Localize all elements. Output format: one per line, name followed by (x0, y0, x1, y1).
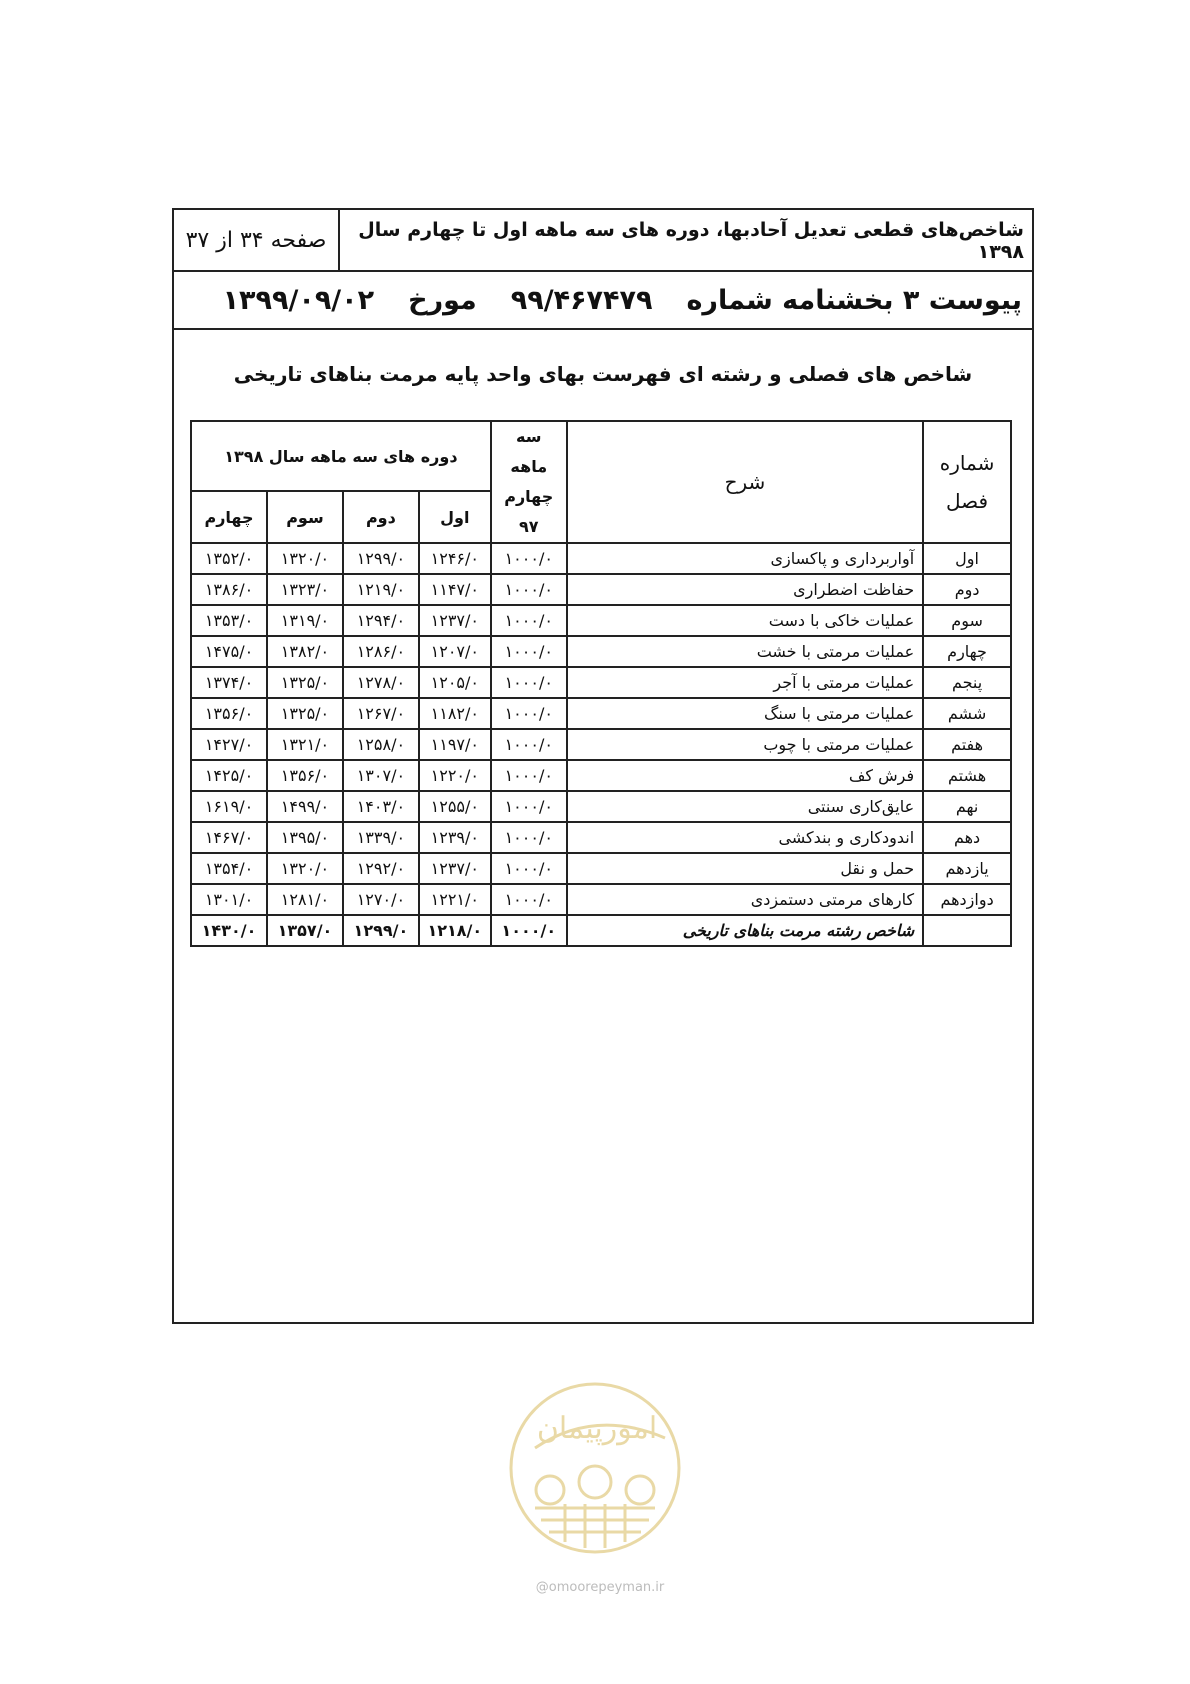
cell-q2: ۱۲۶۷/۰ (343, 698, 419, 729)
cell-chapter: اول (923, 543, 1011, 574)
cell-q3: ۱۳۲۳/۰ (267, 574, 343, 605)
cell-desc: عملیات مرمتی با آجر (567, 667, 923, 698)
cell-base: ۱۰۰۰/۰ (491, 574, 567, 605)
cell-q3: ۱۳۲۵/۰ (267, 667, 343, 698)
cell-chapter: دهم (923, 822, 1011, 853)
cell-q1: ۱۱۴۷/۰ (419, 574, 491, 605)
cell-base: ۱۰۰۰/۰ (491, 543, 567, 574)
cell-base: ۱۰۰۰/۰ (491, 760, 567, 791)
annex-date-label: مورخ (408, 284, 477, 316)
page-number: صفحه ۳۴ از ۳۷ (174, 210, 340, 270)
cell-q1: ۱۲۳۹/۰ (419, 822, 491, 853)
cell-q4: ۱۴۶۷/۰ (191, 822, 267, 853)
cell-chapter: هفتم (923, 729, 1011, 760)
cell-q4: ۱۳۵۶/۰ (191, 698, 267, 729)
cell-q1: ۱۲۰۷/۰ (419, 636, 491, 667)
cell-q2: ۱۲۸۶/۰ (343, 636, 419, 667)
cell-q3: ۱۳۵۶/۰ (267, 760, 343, 791)
cell-desc: عایق‌کاری سنتی (567, 791, 923, 822)
cell-q1: ۱۱۹۷/۰ (419, 729, 491, 760)
cell-desc: عملیات مرمتی با خشت (567, 636, 923, 667)
total-base: ۱۰۰۰/۰ (491, 915, 567, 946)
cell-q3: ۱۳۲۱/۰ (267, 729, 343, 760)
cell-base: ۱۰۰۰/۰ (491, 729, 567, 760)
table-row (191, 791, 1011, 822)
cell-desc: عملیات خاکی با دست (567, 605, 923, 636)
cell-chapter: پنجم (923, 667, 1011, 698)
cell-chapter: ششم (923, 698, 1011, 729)
annex-row (174, 272, 1032, 330)
table-row (191, 636, 1011, 667)
cell-desc: عملیات مرمتی با سنگ (567, 698, 923, 729)
annex-number: ۹۹/۴۶۷۴۷۹ (510, 284, 653, 316)
cell-q4: ۱۴۲۷/۰ (191, 729, 267, 760)
cell-q2: ۱۴۰۳/۰ (343, 791, 419, 822)
cell-desc: حمل و نقل (567, 853, 923, 884)
index-table (190, 420, 1012, 947)
cell-q3: ۱۴۹۹/۰ (267, 791, 343, 822)
cell-chapter-empty (923, 915, 1011, 946)
header-row (174, 210, 1032, 272)
document-title: شاخص‌های قطعی تعدیل آحادبها، دوره های سه ماهه اول تا چهارم سال ۱۳۹۸ (358, 219, 1024, 263)
cell-desc: فرش کف (567, 760, 923, 791)
cell-q3: ۱۳۲۵/۰ (267, 698, 343, 729)
cell-chapter: چهارم (923, 636, 1011, 667)
table-row (191, 605, 1011, 636)
cell-q4: ۱۳۵۲/۰ (191, 543, 267, 574)
col-chapter-header: شماره فصل (923, 421, 1011, 543)
cell-q2: ۱۲۷۸/۰ (343, 667, 419, 698)
total-q4: ۱۴۳۰/۰ (191, 915, 267, 946)
cell-chapter: یازدهم (923, 853, 1011, 884)
quarters-group-header: دوره های سه ماهه سال ۱۳۹۸ (191, 421, 491, 491)
cell-base: ۱۰۰۰/۰ (491, 667, 567, 698)
total-q3: ۱۳۵۷/۰ (267, 915, 343, 946)
cell-q4: ۱۳۷۴/۰ (191, 667, 267, 698)
cell-q1: ۱۲۰۵/۰ (419, 667, 491, 698)
col-desc-header: شرح (567, 421, 923, 543)
cell-base: ۱۰۰۰/۰ (491, 698, 567, 729)
cell-q1: ۱۲۵۵/۰ (419, 791, 491, 822)
table-row (191, 822, 1011, 853)
cell-chapter: سوم (923, 605, 1011, 636)
col-q3-header: سوم (267, 491, 343, 543)
watermark-logo (505, 1378, 685, 1558)
cell-q4: ۱۳۵۳/۰ (191, 605, 267, 636)
cell-base: ۱۰۰۰/۰ (491, 605, 567, 636)
cell-q1: ۱۲۳۷/۰ (419, 853, 491, 884)
cell-q2: ۱۲۵۸/۰ (343, 729, 419, 760)
cell-desc: حفاظت اضطراری (567, 574, 923, 605)
cell-base: ۱۰۰۰/۰ (491, 884, 567, 915)
cell-q1: ۱۲۴۶/۰ (419, 543, 491, 574)
cell-q3: ۱۳۲۰/۰ (267, 543, 343, 574)
cell-q4: ۱۴۷۵/۰ (191, 636, 267, 667)
cell-q4: ۱۶۱۹/۰ (191, 791, 267, 822)
cell-q2: ۱۲۹۹/۰ (343, 543, 419, 574)
cell-q2: ۱۲۹۴/۰ (343, 605, 419, 636)
table-row (191, 884, 1011, 915)
cell-q2: ۱۲۱۹/۰ (343, 574, 419, 605)
cell-base: ۱۰۰۰/۰ (491, 853, 567, 884)
cell-base: ۱۰۰۰/۰ (491, 636, 567, 667)
cell-q2: ۱۲۷۰/۰ (343, 884, 419, 915)
cell-q4: ۱۳۵۴/۰ (191, 853, 267, 884)
cell-chapter: هشتم (923, 760, 1011, 791)
watermark-site: @omoorepeyman.ir (535, 1580, 665, 1595)
cell-desc: کارهای مرمتی دستمزدی (567, 884, 923, 915)
cell-q1: ۱۲۲۱/۰ (419, 884, 491, 915)
cell-chapter: نهم (923, 791, 1011, 822)
total-q2: ۱۲۹۹/۰ (343, 915, 419, 946)
total-row (191, 915, 1011, 946)
cell-q3: ۱۳۱۹/۰ (267, 605, 343, 636)
cell-q3: ۱۳۲۰/۰ (267, 853, 343, 884)
cell-q2: ۱۳۰۷/۰ (343, 760, 419, 791)
annex-prefix: پیوست ۳ بخشنامه شماره (686, 284, 1022, 316)
cell-q3: ۱۳۸۲/۰ (267, 636, 343, 667)
cell-q4: ۱۳۰۱/۰ (191, 884, 267, 915)
cell-q3: ۱۲۸۱/۰ (267, 884, 343, 915)
table-row (191, 729, 1011, 760)
table-row (191, 853, 1011, 884)
cell-q3: ۱۳۹۵/۰ (267, 822, 343, 853)
cell-base: ۱۰۰۰/۰ (491, 791, 567, 822)
cell-base: ۱۰۰۰/۰ (491, 822, 567, 853)
cell-q2: ۱۲۹۲/۰ (343, 853, 419, 884)
table-row (191, 667, 1011, 698)
watermark-logo-text: امورپیمان (536, 1411, 658, 1446)
col-base-header: سه ماهه چهارم ۹۷ (491, 421, 567, 543)
table-row (191, 760, 1011, 791)
cell-desc: عملیات مرمتی با چوب (567, 729, 923, 760)
col-q1-header: اول (419, 491, 491, 543)
cell-q4: ۱۳۸۶/۰ (191, 574, 267, 605)
cell-q1: ۱۲۳۷/۰ (419, 605, 491, 636)
cell-desc: آواربرداری و پاکسازی (567, 543, 923, 574)
table-row (191, 574, 1011, 605)
table-row (191, 543, 1011, 574)
cell-chapter: دوم (923, 574, 1011, 605)
col-q2-header: دوم (343, 491, 419, 543)
annex-date: ۱۳۹۹/۰۹/۰۲ (222, 284, 375, 316)
cell-q2: ۱۳۳۹/۰ (343, 822, 419, 853)
cell-q1: ۱۲۲۰/۰ (419, 760, 491, 791)
total-desc: شاخص رشته مرمت بناهای تاریخی (567, 915, 923, 946)
table-row (191, 698, 1011, 729)
cell-chapter: دوازدهم (923, 884, 1011, 915)
cell-q4: ۱۴۲۵/۰ (191, 760, 267, 791)
section-subtitle: شاخص های فصلی و رشته ای فهرست بهای واحد پایه مرمت بناهای تاریخی (233, 362, 973, 386)
total-q1: ۱۲۱۸/۰ (419, 915, 491, 946)
cell-desc: اندودکاری و بندکشی (567, 822, 923, 853)
cell-q1: ۱۱۸۲/۰ (419, 698, 491, 729)
col-q4-header: چهارم (191, 491, 267, 543)
